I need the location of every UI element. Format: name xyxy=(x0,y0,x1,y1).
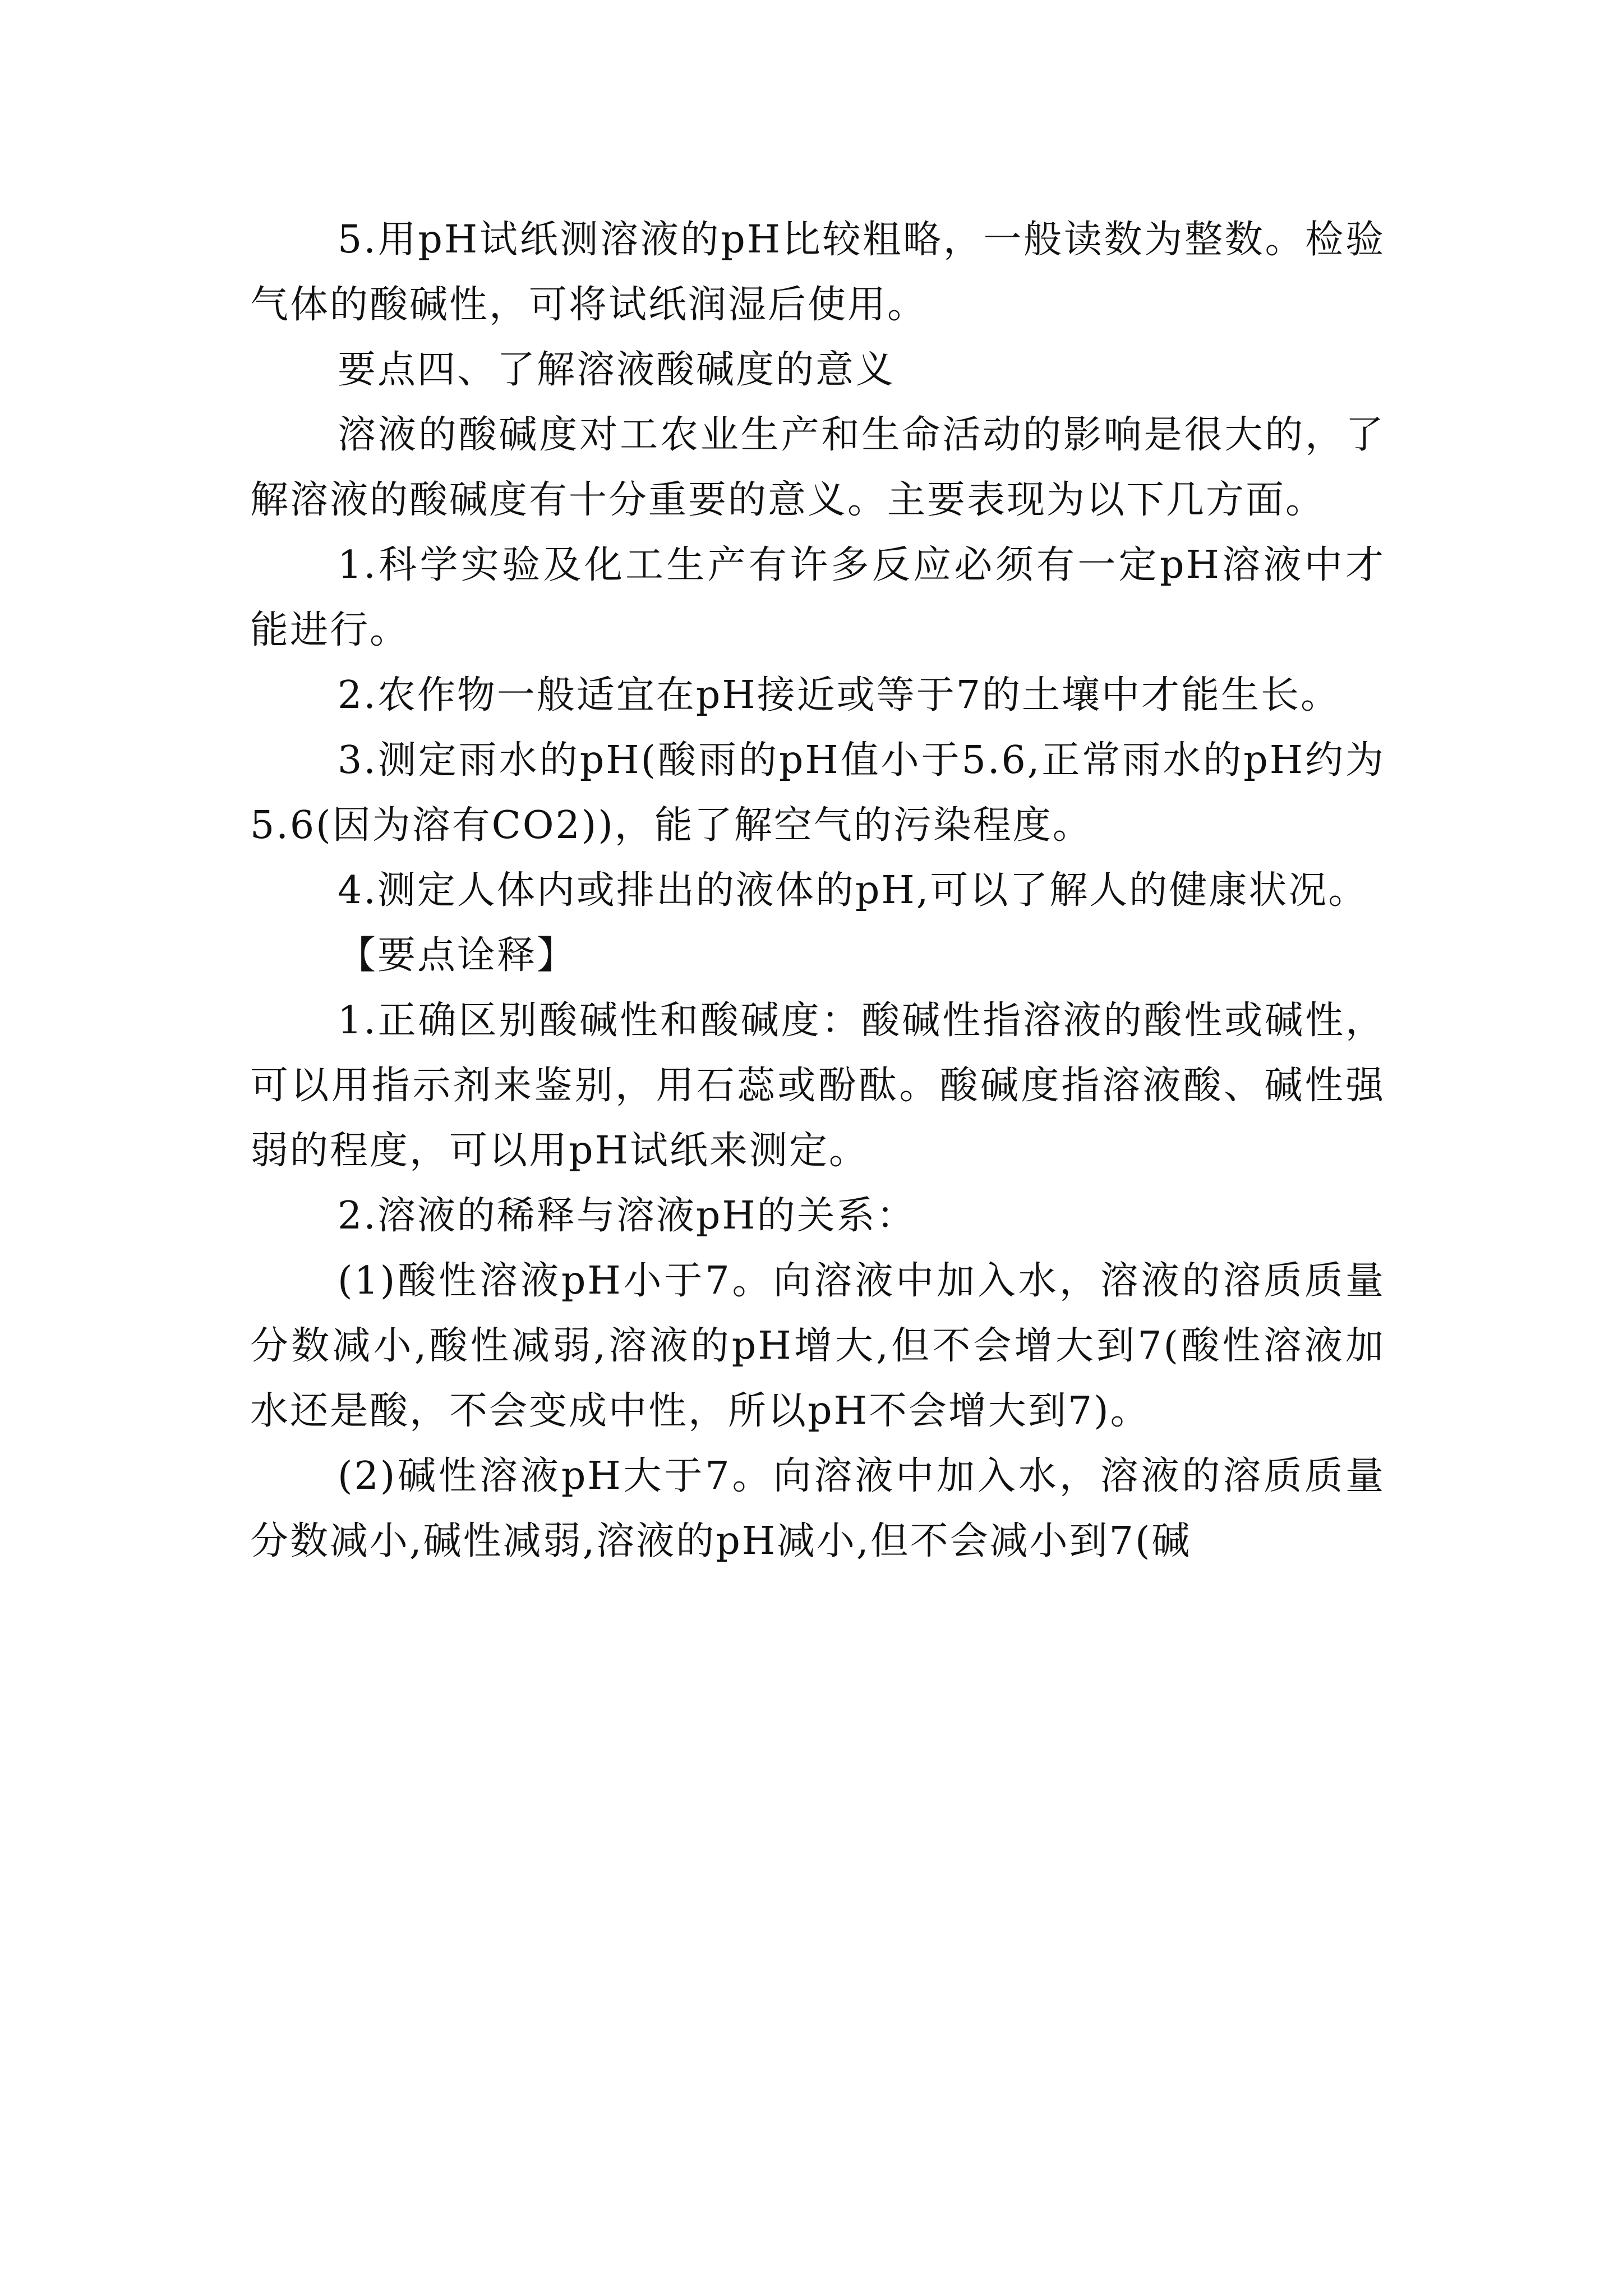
document-body xyxy=(250,208,1385,1574)
paragraph-acidity-significance: 溶液的酸碱度对工农业生产和生命活动的影响是很大的，了解溶液的酸碱度有十分重要的意义。主要表现为以下几方面。 xyxy=(250,413,1385,522)
list-item-2-crops: 2.农作物一般适宜在pH接近或等于7的土壤中才能生长。 xyxy=(338,673,1340,717)
paragraph-ph-test-paper-note: 5.用pH试纸测溶液的pH比较粗略，一般读数为整数。检验气体的酸碱性，可将试纸润湿后使用。 xyxy=(250,218,1385,327)
note-2-dilution: 2.溶液的稀释与溶液pH的关系： xyxy=(338,1194,916,1238)
section-heading-key-notes: 【要点诠释】 xyxy=(338,933,577,978)
note-1-acidity-vs-ph: 1.正确区别酸碱性和酸碱度：酸碱性指溶液的酸性或碱性，可以用指示剂来鉴别，用石蕊或酚酞。酸碱度指溶液酸、碱性强弱的程度，可以用pH试纸来测定。 xyxy=(250,999,1385,1173)
section-heading-point-four: 要点四、了解溶液酸碱度的意义 xyxy=(338,348,896,392)
list-item-3-rainwater: 3.测定雨水的pH(酸雨的pH值小于5.6,正常雨水的pH约为5.6(因为溶有CO2))，能了解空气的污染程度。 xyxy=(250,738,1385,848)
list-item-1-experiments: 1.科学实验及化工生产有许多反应必须有一定pH溶液中才能进行。 xyxy=(250,543,1385,652)
note-2-sub-1-acidic: (1)酸性溶液pH小于7。向溶液中加入水，溶液的溶质质量分数减小,酸性减弱,溶液的pH增大,但不会增大到7(酸性溶液加水还是酸，不会变成中性，所以pH不会增大到7)。 xyxy=(250,1259,1385,1433)
note-2-sub-2-basic: (2)碱性溶液pH大于7。向溶液中加入水，溶液的溶质质量分数减小,碱性减弱,溶液的pH减小,但不会减小到7(碱 xyxy=(250,1454,1385,1563)
list-item-4-body-fluids: 4.测定人体内或排出的液体的pH,可以了解人的健康状况。 xyxy=(338,868,1368,913)
